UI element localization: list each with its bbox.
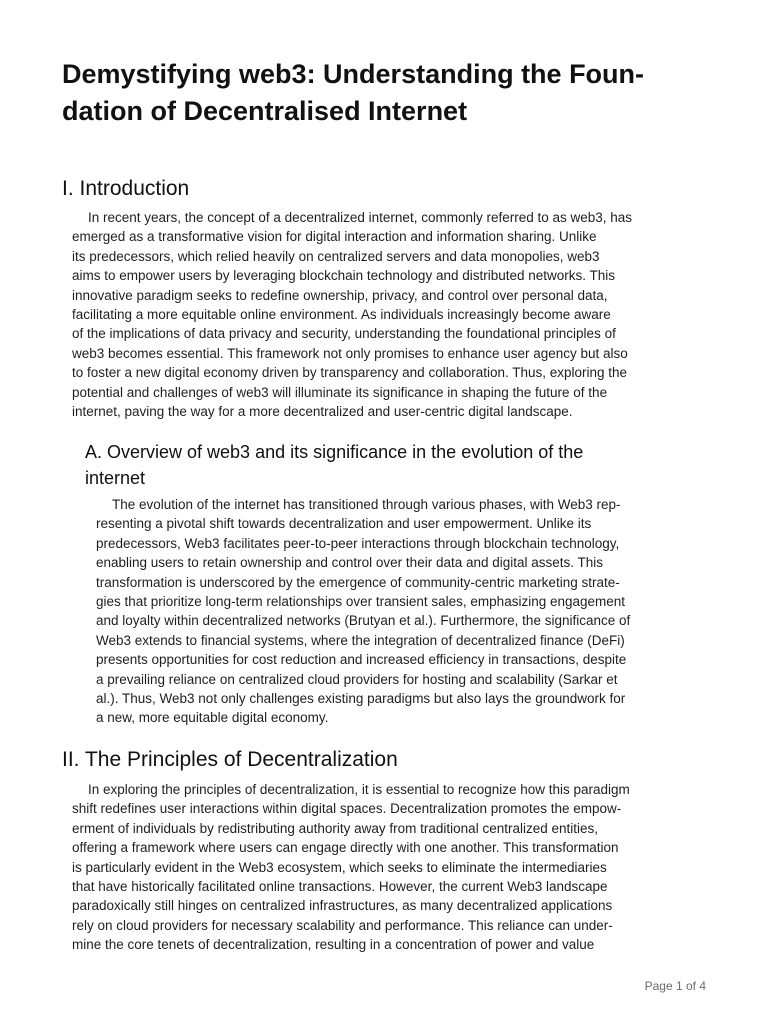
paragraph-line: is particularly evident in the Web3 ecosystem, which seeks to eliminate the intermediaries <box>72 859 607 875</box>
paragraph-line: mine the core tenets of decentralization, resulting in a concentration of power and value <box>72 937 595 953</box>
paragraph-line: its predecessors, which relied heavily on centralized servers and data monopolies, web3 <box>72 248 600 264</box>
paragraph-line: facilitating a more equitable online environment. As individuals increasingly become aware <box>72 307 611 323</box>
paragraph-line: transformation is underscored by the emergence of community-centric marketing strate- <box>96 574 620 590</box>
subsection-heading-overview <box>85 439 583 491</box>
paragraph-line: potential and challenges of web3 will illuminate its significance in shaping the future of the <box>72 384 608 400</box>
paragraph-line: The evolution of the internet has transitioned through various phases, with Web3 rep- <box>112 497 621 512</box>
document-title <box>62 56 702 130</box>
paragraph-line: al.). Thus, Web3 not only challenges existing paradigms but also lays the groundwork for <box>96 691 626 707</box>
paragraph-line: gies that prioritize long-term relationships over transient sales, emphasizing engagement <box>96 594 626 610</box>
paragraph-line: a prevailing reliance on centralized cloud providers for hosting and scalability (Sarkar et <box>96 671 618 687</box>
paragraph-line: In exploring the principles of decentralization, it is essential to recognize how this paradigm <box>88 782 630 797</box>
paragraph-line: aims to empower users by leveraging blockchain technology and distributed networks. This <box>72 268 616 284</box>
paragraph-line: predecessors, Web3 facilitates peer-to-peer interactions through blockchain technology, <box>96 535 620 551</box>
paragraph-line: offering a framework where users can engage directly with one another. This transformation <box>72 840 619 856</box>
paragraph-line: and loyalty within decentralized networks (Brutyan et al.). Furthermore, the significance of <box>96 613 631 629</box>
paragraph-line: innovative paradigm seeks to redefine ownership, privacy, and control over personal data, <box>72 287 608 303</box>
paragraph-line: enabling users to retain ownership and control over their data and digital assets. This <box>96 555 604 571</box>
overview-paragraph <box>96 495 630 728</box>
paragraph-line: paradoxically still hinges on centralized infrastructures, as many decentralized applications <box>72 898 613 914</box>
paragraph-line: presents opportunities for cost reduction and increased efficiency in transactions, despite <box>96 652 627 668</box>
subsection-heading-line: internet <box>85 468 146 488</box>
introduction-paragraph <box>72 208 632 421</box>
paragraph-line: resenting a pivotal shift towards decentralization and user empowerment. Unlike its <box>96 516 592 532</box>
page-number: Page 1 of 4 <box>644 979 706 993</box>
paragraph-line: a new, more equitable digital economy. <box>96 710 329 726</box>
paragraph-line: web3 becomes essential. This framework not only promises to enhance user agency but also <box>72 345 628 361</box>
paragraph-line: In recent years, the concept of a decentralized internet, commonly referred to as web3, has <box>88 210 633 225</box>
principles-paragraph <box>72 780 630 955</box>
paragraph-line: internet, paving the way for a more decentralized and user-centric digital landscape. <box>72 404 573 420</box>
subsection-heading-line: A. Overview of web3 and its significance in the evolution of the <box>85 442 584 462</box>
title-line: dation of Decentralised Internet <box>62 96 468 126</box>
paragraph-line: rely on cloud providers for necessary scalability and performance. This reliance can under- <box>72 917 613 933</box>
section-heading-principles: II. The Principles of Decentralization <box>62 748 398 771</box>
paragraph-line: shift redefines user interactions within digital spaces. Decentralization promotes the empow- <box>72 801 622 817</box>
paragraph-line: Web3 extends to financial systems, where the integration of decentralized finance (DeFi) <box>96 632 625 648</box>
section-heading-introduction: I. Introduction <box>62 177 190 200</box>
paragraph-line: emerged as a transformative vision for digital interaction and information sharing. Unlike <box>72 229 597 245</box>
paragraph-line: to foster a new digital economy driven by transparency and collaboration. Thus, exploring the <box>72 365 628 381</box>
paragraph-line: erment of individuals by redistributing authority away from traditional centralized entities, <box>72 820 599 836</box>
title-line: Demystifying web3: Understanding the Foun- <box>62 59 645 89</box>
paragraph-line: that have historically facilitated online transactions. However, the current Web3 landscape <box>72 879 608 895</box>
paragraph-line: of the implications of data privacy and security, understanding the foundational principles of <box>72 326 616 342</box>
